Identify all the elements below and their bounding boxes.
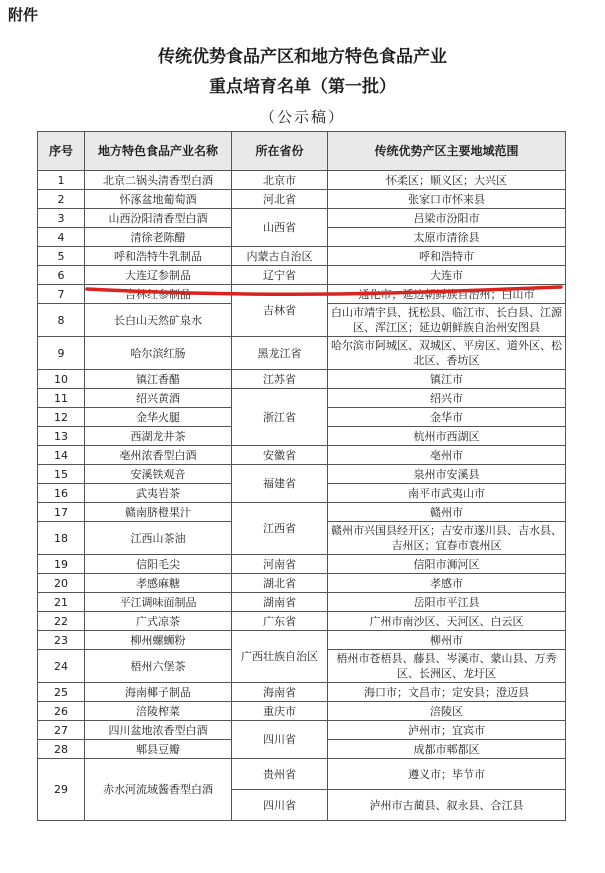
row-name: 长白山天然矿泉水: [85, 304, 232, 337]
row-no: 23: [38, 631, 85, 650]
row-province: 贵州省: [232, 759, 328, 790]
attachment-label: 附件: [8, 6, 39, 24]
row-region: 太原市清徐县: [328, 228, 566, 247]
table-row: [38, 370, 566, 389]
row-no: 24: [38, 650, 85, 683]
row-region: 呼和浩特市: [328, 247, 566, 266]
table-row: [38, 285, 566, 304]
row-name: 怀涿盆地葡萄酒: [85, 190, 232, 209]
row-name: 清徐老陈醋: [85, 228, 232, 247]
row-name: 金华火腿: [85, 408, 232, 427]
row-region: 通化市；延边朝鲜族自治州；白山市: [328, 285, 566, 304]
row-province: 广东省: [232, 612, 328, 631]
row-name: 亳州浓香型白酒: [85, 446, 232, 465]
row-province: 河北省: [232, 190, 328, 209]
row-name: 信阳毛尖: [85, 555, 232, 574]
row-no: 4: [38, 228, 85, 247]
industry-list-table: [37, 131, 566, 821]
header-name: 地方特色食品产业名称: [85, 132, 232, 171]
row-name: 江西山茶油: [85, 522, 232, 555]
table-row: [38, 389, 566, 408]
table-row: [38, 446, 566, 465]
row-province: 安徽省: [232, 446, 328, 465]
row-no: 16: [38, 484, 85, 503]
table-row: [38, 337, 566, 370]
row-region: 成都市郫都区: [328, 740, 566, 759]
row-region: 孝感市: [328, 574, 566, 593]
table-header-row: [38, 132, 566, 171]
document-subtitle: （公示稿）: [259, 108, 345, 126]
table-row: [38, 574, 566, 593]
row-name: 镇江香醋: [85, 370, 232, 389]
table-row: [38, 612, 566, 631]
row-region: 赣州市: [328, 503, 566, 522]
row-region: 白山市靖宇县、抚松县、临江市、长白县、江源区、浑江区；延边朝鲜族自治州安图县: [328, 304, 566, 337]
row-region: 怀柔区；顺义区；大兴区: [328, 171, 566, 190]
row-province: 江苏省: [232, 370, 328, 389]
row-name: 平江调味面制品: [85, 593, 232, 612]
row-no: 5: [38, 247, 85, 266]
row-name: 山西汾阳清香型白酒: [85, 209, 232, 228]
table-row: [38, 247, 566, 266]
row-no: 27: [38, 721, 85, 740]
row-region: 信阳市浉河区: [328, 555, 566, 574]
table-row: [38, 465, 566, 484]
row-name: 绍兴黄酒: [85, 389, 232, 408]
row-name: 安溪铁观音: [85, 465, 232, 484]
table-row: [38, 209, 566, 228]
row-no: 29: [38, 759, 85, 821]
row-no: 28: [38, 740, 85, 759]
table-row: [38, 721, 566, 740]
document-title-line2: 重点培育名单（第一批）: [209, 77, 396, 97]
row-name: 广式凉茶: [85, 612, 232, 631]
row-region: 广州市南沙区、天河区、白云区: [328, 612, 566, 631]
row-region: 镇江市: [328, 370, 566, 389]
row-region: 泸州市；宜宾市: [328, 721, 566, 740]
row-region: 大连市: [328, 266, 566, 285]
header-no: 序号: [38, 132, 85, 171]
row-name: 北京二锅头清香型白酒: [85, 171, 232, 190]
row-no: 17: [38, 503, 85, 522]
row-name: 赤水河流域酱香型白酒: [85, 759, 232, 821]
row-province: 辽宁省: [232, 266, 328, 285]
row-no: 18: [38, 522, 85, 555]
row-province: 吉林省: [232, 285, 328, 337]
row-province: 黑龙江省: [232, 337, 328, 370]
table-row: [38, 702, 566, 721]
row-province: 江西省: [232, 503, 328, 555]
table-row: [38, 503, 566, 522]
row-region: 杭州市西湖区: [328, 427, 566, 446]
row-province: 河南省: [232, 555, 328, 574]
row-name: 大连辽参制品: [85, 266, 232, 285]
row-name: 孝感麻糖: [85, 574, 232, 593]
row-region: 海口市；文昌市；定安县；澄迈县: [328, 683, 566, 702]
row-no: 14: [38, 446, 85, 465]
table-row: [38, 171, 566, 190]
row-no: 26: [38, 702, 85, 721]
table-row: [38, 555, 566, 574]
row-region: 泉州市安溪县: [328, 465, 566, 484]
row-province: 湖北省: [232, 574, 328, 593]
row-no: 20: [38, 574, 85, 593]
row-province: 四川省: [232, 721, 328, 759]
row-region: 哈尔滨市阿城区、双城区、平房区、道外区、松北区、香坊区: [328, 337, 566, 370]
row-name: 西湖龙井茶: [85, 427, 232, 446]
row-no: 22: [38, 612, 85, 631]
row-region: 金华市: [328, 408, 566, 427]
row-province: 四川省: [232, 790, 328, 821]
table-row: [38, 266, 566, 285]
row-no: 3: [38, 209, 85, 228]
row-name: 四川盆地浓香型白酒: [85, 721, 232, 740]
row-province: 内蒙古自治区: [232, 247, 328, 266]
row-name: 梧州六堡茶: [85, 650, 232, 683]
table-row: [38, 190, 566, 209]
row-no: 8: [38, 304, 85, 337]
row-no: 19: [38, 555, 85, 574]
document-title: 传统优势食品产区和地方特色食品产业: [158, 47, 447, 67]
row-region: 南平市武夷山市: [328, 484, 566, 503]
row-province: 广西壮族自治区: [232, 631, 328, 683]
table-row: [38, 631, 566, 650]
row-region: 遵义市；毕节市: [328, 759, 566, 790]
row-region: 岳阳市平江县: [328, 593, 566, 612]
row-region: 亳州市: [328, 446, 566, 465]
row-name: 郫县豆瓣: [85, 740, 232, 759]
row-no: 1: [38, 171, 85, 190]
row-name: 海南椰子制品: [85, 683, 232, 702]
header-region: 传统优势产区主要地域范围: [328, 132, 566, 171]
row-region: 赣州市兴国县经开区；吉安市遂川县、吉水县、吉州区；宜春市袁州区: [328, 522, 566, 555]
row-no: 10: [38, 370, 85, 389]
row-name: 涪陵榨菜: [85, 702, 232, 721]
row-region: 张家口市怀来县: [328, 190, 566, 209]
row-region: 梧州市苍梧县、藤县、岑溪市、蒙山县、万秀区、长洲区、龙圩区: [328, 650, 566, 683]
row-name: 柳州螺蛳粉: [85, 631, 232, 650]
row-no: 15: [38, 465, 85, 484]
row-region: 柳州市: [328, 631, 566, 650]
header-province: 所在省份: [232, 132, 328, 171]
row-name: 哈尔滨红肠: [85, 337, 232, 370]
row-region: 涪陵区: [328, 702, 566, 721]
row-region: 泸州市古蔺县、叙永县、合江县: [328, 790, 566, 821]
row-no: 6: [38, 266, 85, 285]
row-no: 2: [38, 190, 85, 209]
row-province: 海南省: [232, 683, 328, 702]
row-name: 呼和浩特牛乳制品: [85, 247, 232, 266]
row-province: 浙江省: [232, 389, 328, 446]
row-name: 赣南脐橙果汁: [85, 503, 232, 522]
row-no: 13: [38, 427, 85, 446]
row-no: 21: [38, 593, 85, 612]
row-province: 山西省: [232, 209, 328, 247]
row-province: 福建省: [232, 465, 328, 503]
table-row: [38, 683, 566, 702]
table-row: [38, 759, 566, 790]
row-province: 北京市: [232, 171, 328, 190]
row-no: 11: [38, 389, 85, 408]
row-name: 武夷岩茶: [85, 484, 232, 503]
row-no: 7: [38, 285, 85, 304]
row-no: 25: [38, 683, 85, 702]
row-name: 吉林红参制品: [85, 285, 232, 304]
row-no: 9: [38, 337, 85, 370]
row-province: 重庆市: [232, 702, 328, 721]
row-province: 湖南省: [232, 593, 328, 612]
row-region: 吕梁市汾阳市: [328, 209, 566, 228]
table-row: [38, 593, 566, 612]
row-region: 绍兴市: [328, 389, 566, 408]
row-no: 12: [38, 408, 85, 427]
